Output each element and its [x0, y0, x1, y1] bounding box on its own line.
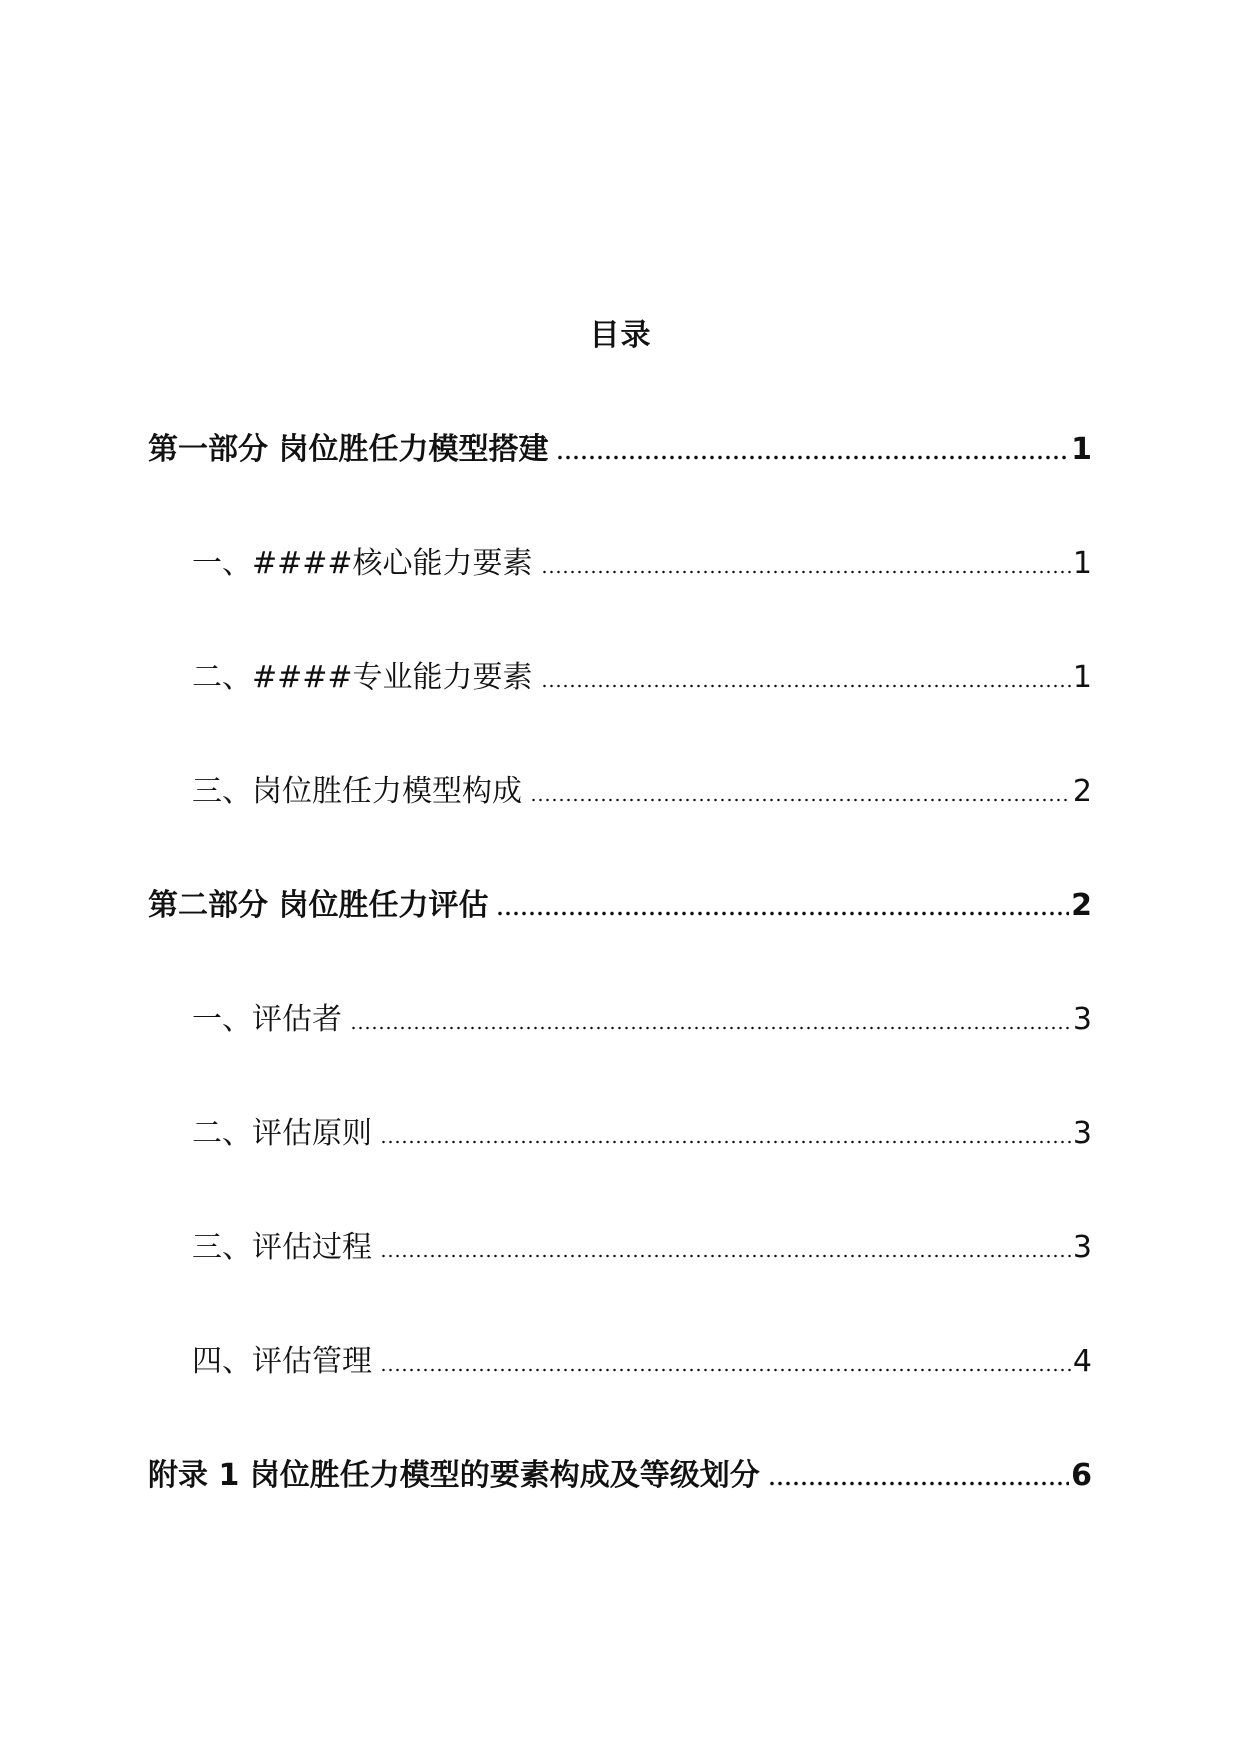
toc-entry[interactable]: [192, 1001, 1092, 1035]
toc-entry-label: 第二部分 岗位胜任力评估: [148, 888, 489, 923]
toc-entry-page-number: 6: [1071, 1458, 1092, 1493]
toc-entry-label: 三、评估过程: [192, 1230, 372, 1265]
toc-entry[interactable]: [192, 659, 1092, 693]
toc-entry-page-number: 3: [1072, 1116, 1092, 1151]
toc-entry-label: 三、岗位胜任力模型构成: [192, 774, 522, 809]
dot-leader: [496, 911, 1069, 916]
dot-leader: [541, 684, 1071, 688]
dot-leader: [380, 1254, 1071, 1258]
toc-entry[interactable]: [192, 1229, 1092, 1263]
dot-leader: [530, 798, 1071, 802]
toc-entry[interactable]: [192, 1115, 1092, 1149]
toc-entry[interactable]: [148, 431, 1092, 465]
toc-entry[interactable]: [192, 545, 1092, 579]
toc-entry-page-number: 2: [1072, 774, 1092, 809]
toc-entry-page-number: 1: [1072, 546, 1092, 581]
dot-leader: [541, 570, 1071, 574]
toc-entry-label: 一、评估者: [192, 1002, 342, 1037]
dot-leader: [768, 1481, 1069, 1486]
dot-leader: [556, 455, 1069, 460]
toc-entry-page-number: 1: [1072, 660, 1092, 695]
toc-entry-page-number: 1: [1071, 432, 1092, 467]
toc-entry-page-number: 3: [1072, 1002, 1092, 1037]
toc-entry[interactable]: [192, 773, 1092, 807]
toc-entry-page-number: 3: [1072, 1230, 1092, 1265]
toc-entry-label: 第一部分 岗位胜任力模型搭建: [148, 432, 549, 467]
toc-entry-page-number: 2: [1071, 888, 1092, 923]
toc-title: 目录: [589, 318, 652, 353]
toc-entry-label: 二、####专业能力要素: [192, 660, 533, 695]
toc-entry-label: 四、评估管理: [192, 1344, 372, 1379]
toc-entry-page-number: 4: [1072, 1344, 1092, 1379]
toc-entry-label: 二、评估原则: [192, 1116, 372, 1151]
toc-entry-label: 附录 1 岗位胜任力模型的要素构成及等级划分: [148, 1458, 760, 1493]
dot-leader: [380, 1368, 1071, 1372]
toc-entry[interactable]: [148, 887, 1092, 921]
toc-entry-label: 一、####核心能力要素: [192, 546, 533, 581]
dot-leader: [380, 1140, 1071, 1144]
dot-leader: [350, 1026, 1071, 1030]
toc-entry[interactable]: [192, 1343, 1092, 1377]
toc-entry[interactable]: [148, 1457, 1092, 1491]
